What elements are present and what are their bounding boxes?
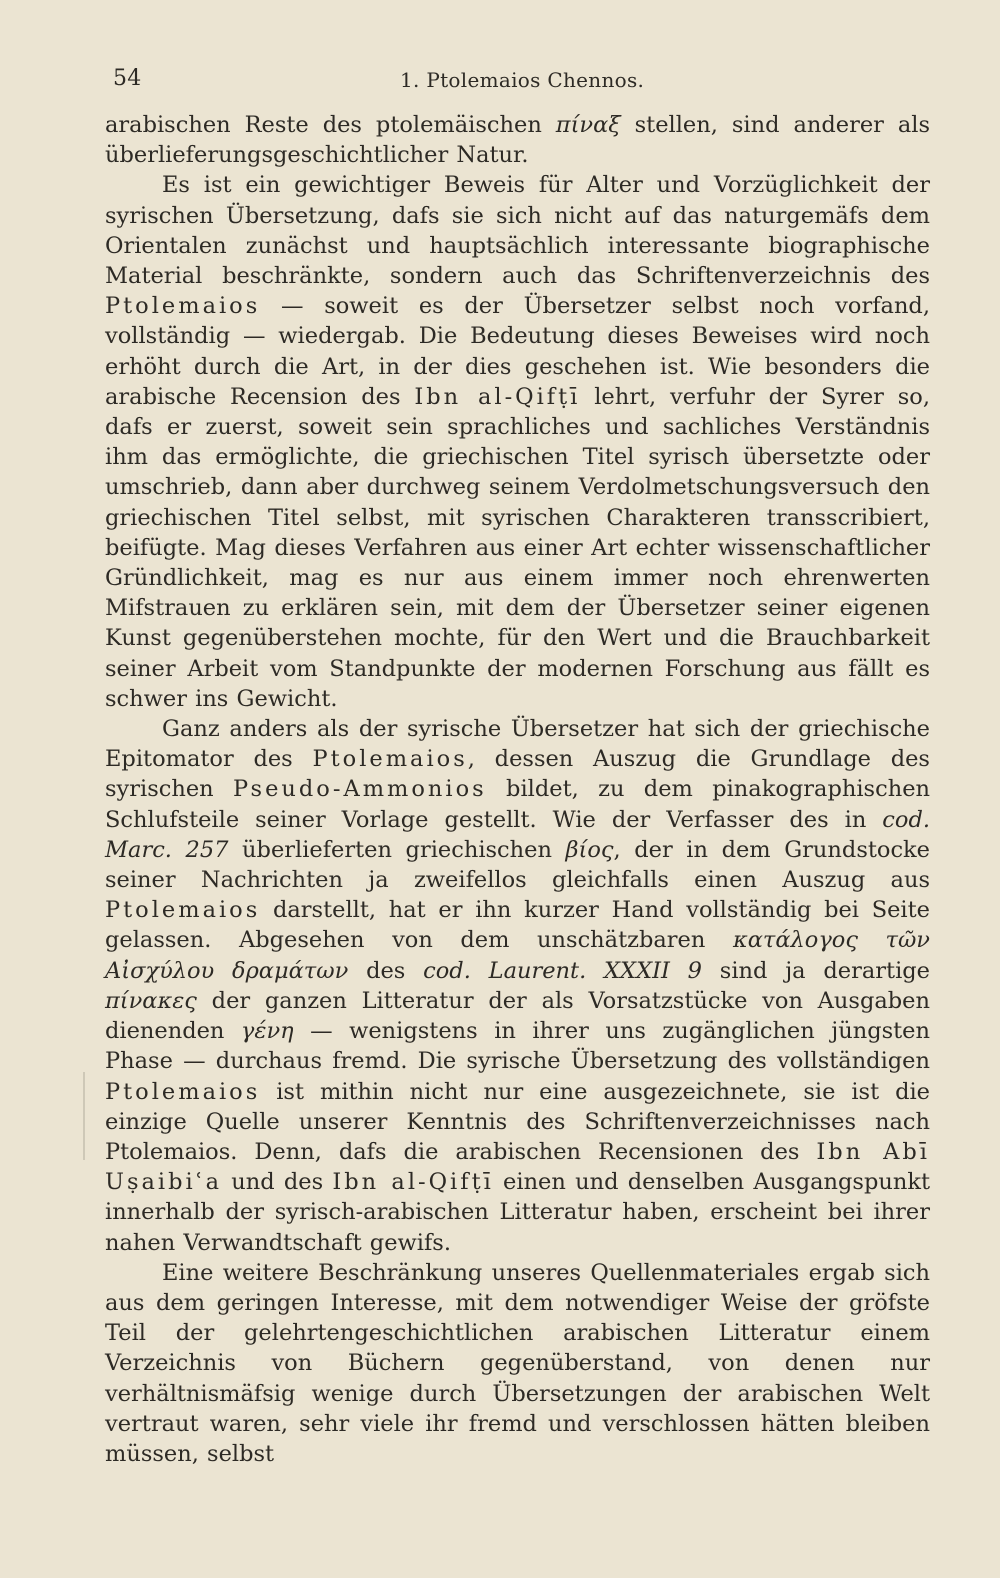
text-run: Ibn al-Qifṭī [414, 383, 581, 410]
text-run: Ptolemaios [105, 897, 261, 924]
text-run: stellen, sind anderer als überlieferungsgeschichtlicher Natur. [105, 112, 931, 169]
text-run: Ibn Abī Uṣaibiʿa [105, 1138, 930, 1196]
text-run: sind ja derartige [701, 957, 930, 984]
text-run: — soweit es der Übersetzer selbst noch vorfand, vollständig — wiedergab. Die Bedeutung dieses Beweises wird noch erhöht durch die Art, in der dies geschehen ist. Wie besonders die arabische Recension des [105, 293, 930, 410]
text-run: γένη [240, 1018, 294, 1045]
text-run: cod. Laurent. XXXII 9 [423, 957, 702, 984]
text-run: , der in dem Grundstocke seiner Nachrichten ja zweifellos gleichfalls einen Auszug aus [105, 836, 931, 894]
text-run: πίναξ [555, 112, 621, 138]
text-run: βίος [565, 836, 614, 863]
text-run: Pseudo-Ammonios [233, 776, 487, 803]
text-run: πίνακες [105, 987, 197, 1014]
text-run: κατάλογος τῶν Αἰσχύλου δραμάτων [105, 927, 930, 984]
text-run: Ganz anders als der syrische Übersetzer hat sich der griechische Epitomator des [105, 716, 930, 773]
paragraph-4 [105, 1258, 930, 1469]
page-header [105, 56, 930, 96]
text-run: lehrt, verfuhr der Syrer so, dafs er zuerst, soweit sein sprachliches und sachliches Verständnis ihm das ermöglichte, die griechischen Titel syrisch übersetzte oder umschrieb, dann aber durchweg seinem Verdolmetschungsversuch den griechischen Titel selbst, mit syrischen Charakteren transscribiert, beifügte. Mag dieses Verfahren aus einer Art echter wissenschaftlicher Gründlichkeit, mag es nur aus einem immer noch ehrenwerten Mifstrauen zu erklären sein, mit dem der Übersetzer seiner eigenen Kunst gegenüberstehen mochte, für den Wert und die Brauchbarkeit seiner Arbeit vom Standpunkte der modernen Forschung aus fällt es schwer ins Gewicht. [105, 383, 931, 712]
page-number: 54 [113, 66, 142, 91]
text-run: Eine weitere Beschränkung unseres Quellenmateriales ergab sich aus dem geringen Interesse, mit dem notwendiger Weise der gröfste Teil der gelehrtengeschichtlichen arabischen Litteratur einem Verzeichnis von Büchern gegenüberstand, von denen nur verhältnismäfsig wenige durch Übersetzungen der arabischen Welt vertraut waren, sehr viele ihr fremd und verschlossen hätten bleiben müssen, selbst [105, 1259, 930, 1467]
text-run: der ganzen Litteratur der als Vorsatzstücke von Ausgaben dienenden [105, 987, 930, 1045]
text-run: Ptolemaios [105, 1078, 261, 1105]
text-run: cod. Marc. 257 [105, 806, 930, 863]
text-run: Ibn al-Qifṭī [332, 1169, 494, 1196]
body-text [105, 110, 930, 1469]
text-run: des [348, 957, 424, 984]
text-run: darstellt, hat er ihn kurzer Hand vollständig bei Seite gelassen. Abgesehen von dem unschätzbaren [105, 897, 930, 954]
text-run: Ptolemaios [312, 746, 468, 773]
text-run: — wenigstens in ihrer uns zugänglichen jüngsten Phase — durchaus fremd. Die syrische Übersetzung des vollständigen [105, 1018, 930, 1075]
text-run: ist mithin nicht nur eine ausgezeichnete, sie ist die einzige Quelle unserer Kenntnis des Schriftenverzeichnisses nach Ptolemaios. Denn, dafs die arabischen Recensionen des [105, 1078, 930, 1165]
text-run: arabischen Reste des ptolemäischen [105, 112, 556, 138]
running-head: 1. Ptolemaios Chennos. [400, 68, 645, 92]
text-run: Es ist ein gewichtiger Beweis für Alter und Vorzüglichkeit der syrischen Übersetzung, dafs sie sich nicht auf das naturgemäfs dem Orientalen zunächst und hauptsächlich interessante biographische Material beschränkte, sondern auch das Schriftenverzeichnis des [105, 172, 930, 290]
paragraph-2 [105, 170, 930, 714]
text-run: einen und denselben Ausgangspunkt innerhalb der syrisch-arabischen Litteratur haben, erscheint bei ihrer nahen Verwandtschaft gewifs. [105, 1169, 931, 1256]
text-run: , dessen Auszug die Grundlage des syrischen [105, 746, 930, 803]
pencil-margin-mark [83, 1072, 85, 1160]
text-run: bildet, zu dem pinakographischen Schlufsteile seiner Vorlage gestellt. Wie der Verfasser des in [105, 776, 930, 833]
text-run: und des [222, 1169, 333, 1196]
text-run: überlieferten griechischen [228, 836, 566, 863]
paragraph-3 [105, 714, 930, 1258]
paragraph-1 [105, 110, 930, 170]
text-run: Ptolemaios [105, 293, 261, 320]
